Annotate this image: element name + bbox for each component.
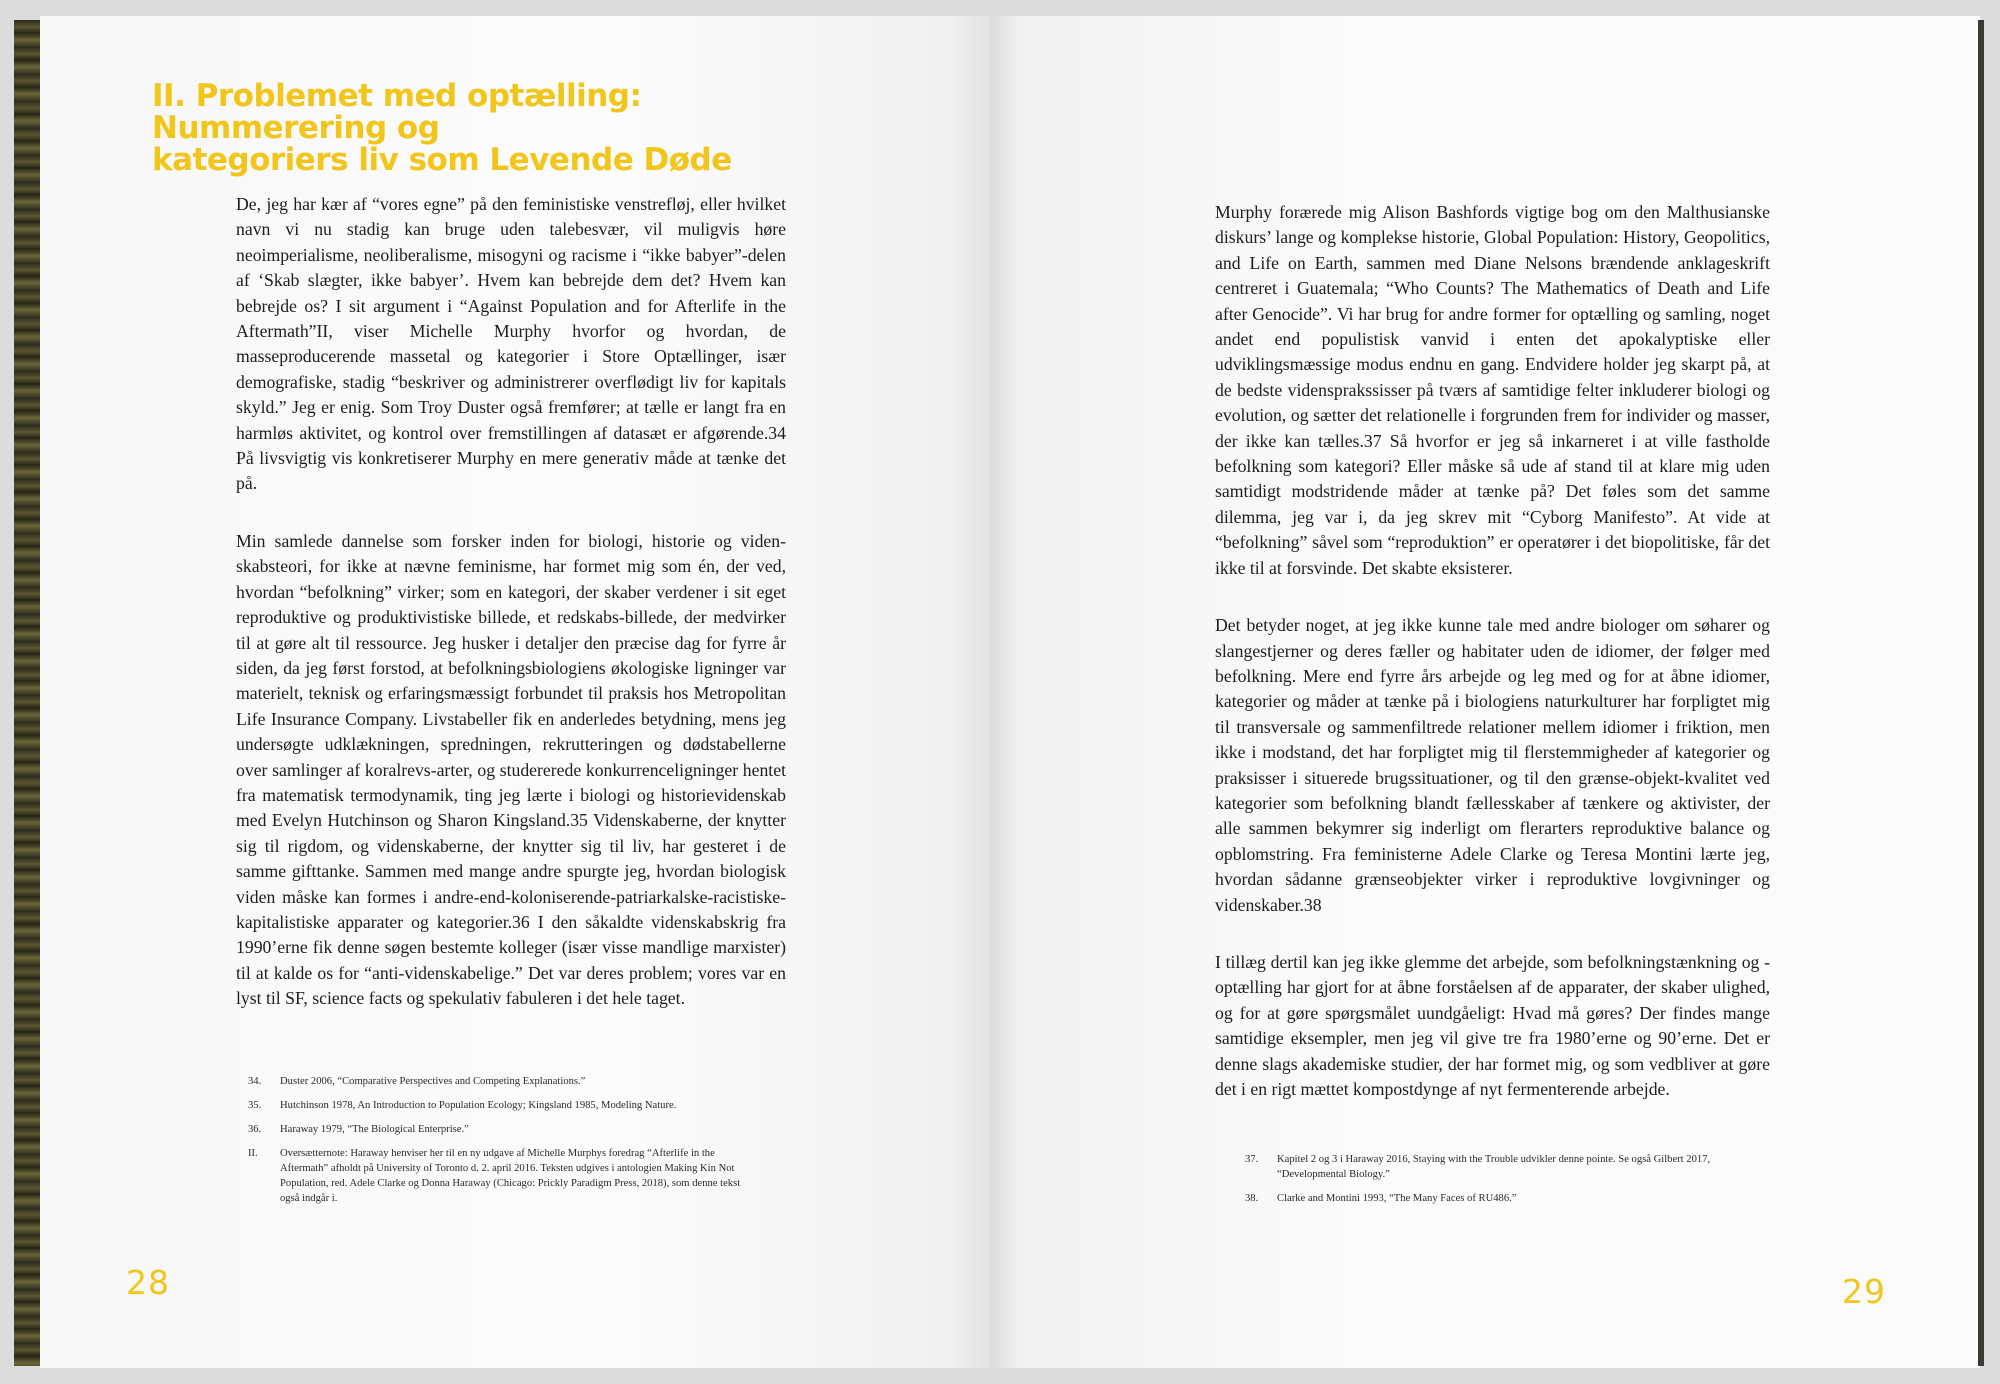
footnote bbox=[248, 1074, 748, 1089]
right-footnotes bbox=[1245, 1152, 1755, 1215]
footnote-text: Haraway 1979, “The Biological Enterprise.” bbox=[280, 1124, 469, 1135]
footnote-text: Hutchinson 1978, An Introduction to Population Ecology; Kingsland 1985, Modeling Nature. bbox=[280, 1100, 677, 1111]
paragraph: De, jeg har kær af “vores egne” på den feministiske venstrefløj, eller hvilket navn vi nu stadig kan bruge uden talebesvær, vil muligvis høre neoimperialisme, neoliberalisme, misogyni og racisme i “ikke babyer”-delen af ‘Skab slægter, ikke babyer’. Hvem kan bebrejde dem det? Hvem kan bebrejde os? I sit argument i “Against Population and for Afterlife in the Aftermath”II, viser Michelle Murphy hvorfor og hvordan, de masseproducerende massetal og kategorier i Store Optællinger, især demografiske, stadig “beskriver og administrerer overflødigt liv for kapitals skyld.” Jeg er enig. Som Troy Duster også fremfører; at tælle er langt fra en harmløs aktivitet, og kontrol over fremstillingen af datasæt er afgørende.34 På livsvigtig vis konkretiserer Murphy en mere generativ måde at tænke det på. bbox=[236, 194, 786, 494]
footnote bbox=[248, 1122, 748, 1137]
paragraph: Murphy forærede mig Alison Bashfords vigtige bog om den Malthusianske diskurs’ lange og komplekse historie, Global Population: History, Geopolitics, and Life on Earth, sammen med Diane Nelsons brændende anklageskrift centreret i Guatemala; “Who Counts? The Mathematics of Death and Life after Genocide”. Vi har brug for andre former for optælling og samling, noget andet end populistisk vanvid i enten det apokalyptiske eller udviklingsmæssige modus endnu en gang. Endvidere holder jeg skarpt på, at de bedste vidensprakssisser på tværs af samtidige felter inkluderer biologi og evolution, og sætter det relationelle i forgrunden frem for individer og masser, der ikke kan tælles.37 Så hvorfor er jeg så inkarneret i at ville fastholde befolkning som kategori? Eller måske så ude af stand til at klare mig uden samtidigt modstridende måder at tænke på? Det føles som det samme dilemma, jeg var i, da jeg skrev mit “Cyborg Manifesto”. At vide at “befolkning” såvel som “reproduktion” er operatører i det biopolitiske, får det ikke til at forsvinde. Det skabte eksisterer. bbox=[1215, 202, 1770, 578]
footnote-number: 36. bbox=[248, 1124, 262, 1135]
left-book-edge bbox=[14, 20, 42, 1366]
left-page bbox=[40, 16, 990, 1368]
heading-line-2: kategoriers liv som Levende Døde bbox=[152, 142, 732, 178]
paragraph: I tillæg dertil kan jeg ikke glemme det arbejde, som befolkningstænkning og -optælling har gjort for at åbne forståelsen af de apparater, der skaber ulighed, og for at gøre spørgsmålet uundgåeligt: Hvad må gøres? Der findes mange samtidige eksempler, men jeg vil give tre fra 1980’erne og 90’erne. Det er denne slags akademiske studier, der har formet mig, og som vedbliver at gøre det i en rigt mættet kompostdynge af nyt fermenterende arbejde. bbox=[1215, 951, 1770, 1099]
footnote-number: 38. bbox=[1245, 1193, 1259, 1204]
heading-line-1: II. Problemet med optælling: Nummerering og bbox=[152, 78, 642, 146]
footnote-text: Clarke and Montini 1993, “The Many Faces of RU486.” bbox=[1277, 1193, 1517, 1204]
footnote bbox=[1245, 1152, 1755, 1182]
right-body-text bbox=[1215, 200, 1770, 1134]
footnote-text: Oversætternote: Haraway henviser her til en ny udgave af Michelle Murphys foredrag “Afterlife in the Aftermath” afholdt på University of Toronto d. 2. april 2016. Teksten udgives i antologien Making Kin Not Population, red. Adele Clarke og Donna Haraway (Chicago: Prickly Paradigm Press, 2018), som denne tekst også indgår i. bbox=[280, 1148, 741, 1204]
paragraph: Det betyder noget, at jeg ikke kunne tale med andre biologer om søharer og slangestjerner og deres fæller og habitater uden de idiomer, der følger med befolkning. Mere end fyrre års arbejde og leg med og for at åbne idiomer, kategorier og måder at tænke på i biologiens naturkulturer har forpligtet mig til transversale og sammenfiltrede relationer mellem idiomer i friktion, men ikke i modstand, det har forpligtet mig til flerstemmigheder af kategorier og praksisser i situerede brugssituationer, og til den grænse-objekt-kvalitet ved kategorier som befolkning blandt fællesskaber af tænkere og aktivister, der alle sammen bekymrer sig inderligt om flerarters reproduktive balance og opblomstring. Fra feministerne Adele Clarke og Teresa Montini lærte jeg, hvordan sådanne grænseobjekter virker i reproduktive lovgivninger og videnskaber.38 bbox=[1215, 615, 1770, 915]
footnote bbox=[248, 1098, 748, 1113]
right-page bbox=[990, 16, 1980, 1368]
footnote-text: Kapitel 2 og 3 i Haraway 2016, Staying with the Trouble udvikler denne pointe. Se også Gilbert 2017, “Developmental Biology.” bbox=[1277, 1154, 1711, 1180]
footnote-number: 35. bbox=[248, 1100, 262, 1111]
footnote bbox=[1245, 1191, 1755, 1206]
section-heading bbox=[152, 80, 872, 176]
footnote-number: 34. bbox=[248, 1076, 262, 1087]
left-footnotes bbox=[248, 1074, 748, 1215]
right-book-edge bbox=[1978, 20, 1984, 1366]
footnote-number: II. bbox=[248, 1148, 258, 1159]
paragraph: Min samlede dannelse som forsker inden for biologi, historie og videnskabsteori, for ikke at nævne feminisme, har formet mig som én, der ved, hvordan “befolkning” virker; som en kategori, der skaber verdener i sit eget reproduktive og produktivistiske billede, et redskabs-billede, der medvirker til at gøre alt til ressource. Jeg husker i detaljer den præcise dag for fyrre år siden, da jeg først forstod, at befolkningsbiologiens økologiske ligninger var materielt, teknisk og erfaringsmæssigt forbundet til praksis hos Metropolitan Life Insurance Company. Livstabeller fik en anderledes betydning, mens jeg undersøgte udklækningen, spredningen, rekrutteringen og dødstabellerne over samlinger af koralrevs-arter, og studererede konkurrenceligninger hentet fra matematisk termodynamik, ting jeg lærte i biologi og historievidenskab med Evelyn Hutchinson og Sharon Kingsland.35 Videnskaberne, der knytter sig til rigdom, og videnskaberne, der knytter sig til liv, har gesteret i de samme gifttanke. Sammen med mange andre spurgte jeg, hvordan biologisk viden måske kan formes i andre-end-koloniserende-patriarkalske-racistiske-kapitalistiske apparater og kategorier.36 I den såkaldte videnskabskrig fra 1990’erne fik denne søgen bestemte kolleger (især visse mandlige marxister) til at kalde os for “anti-videnskabelige.” Det var deres problem; vores var en lyst til SF, science facts og spekulativ fabuleren i det hele taget. bbox=[236, 530, 786, 1009]
footnote bbox=[248, 1146, 748, 1206]
page-number-left: 28 bbox=[126, 1263, 170, 1302]
footnote-number: 37. bbox=[1245, 1154, 1259, 1165]
footnote-text: Duster 2006, “Comparative Perspectives and Competing Explanations.” bbox=[280, 1076, 586, 1087]
left-body-text bbox=[236, 192, 786, 1044]
page-number-right: 29 bbox=[1842, 1272, 1886, 1311]
